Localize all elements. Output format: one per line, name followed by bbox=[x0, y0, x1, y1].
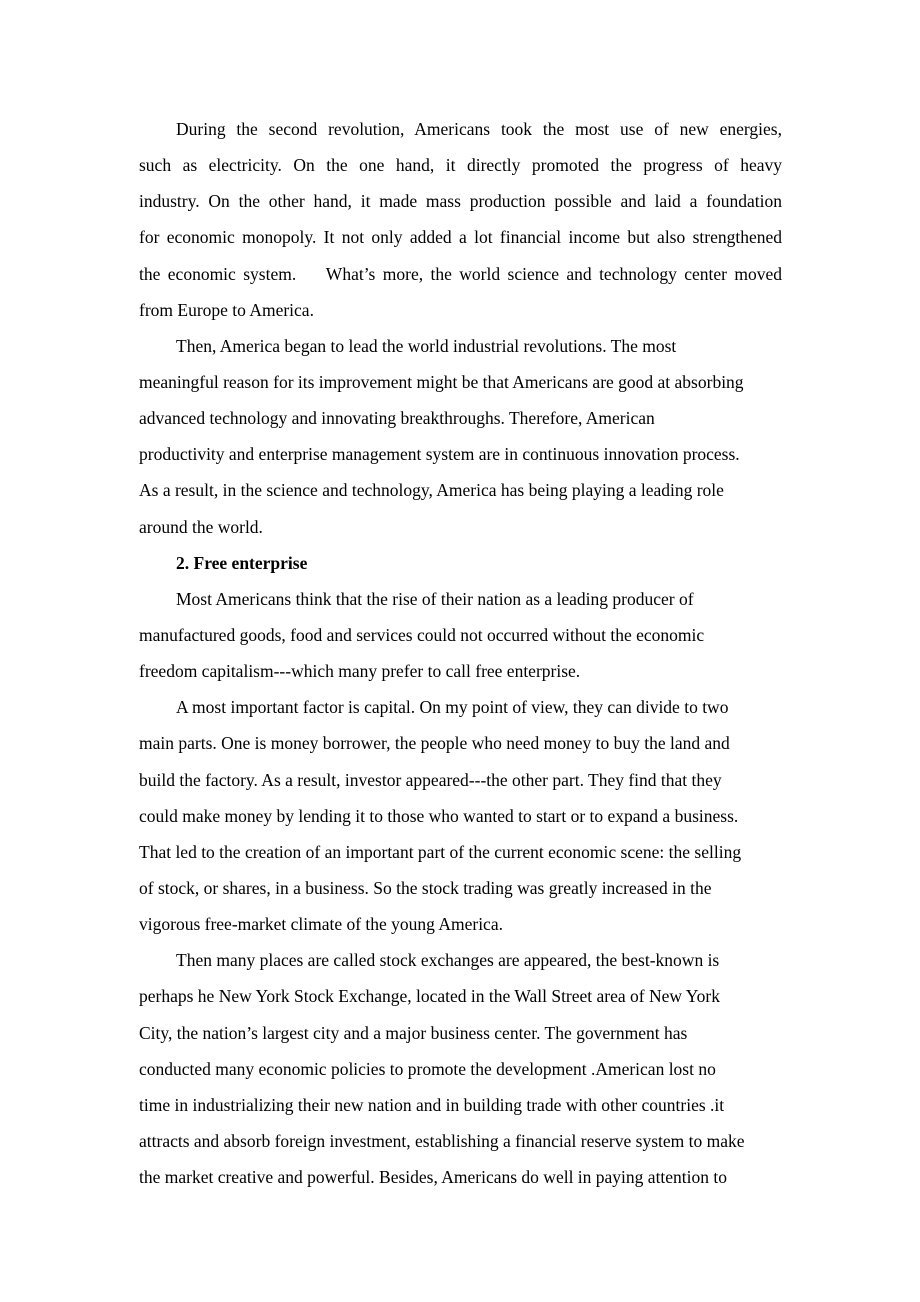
paragraph-capital bbox=[139, 689, 782, 942]
text-line: As a result, in the science and technology, America has being playing a leading role bbox=[139, 480, 724, 501]
document-page bbox=[139, 111, 782, 1195]
text-line: freedom capitalism---which many prefer to call free enterprise. bbox=[139, 661, 581, 682]
text-line: around the world. bbox=[139, 516, 263, 537]
text-line: the market creative and powerful. Besides, Americans do well in paying attention to bbox=[139, 1167, 728, 1188]
text-line: could make money by lending it to those who wanted to start or to expand a business. bbox=[139, 805, 739, 826]
text-line: time in industrializing their new nation and in building trade with other countries .it bbox=[139, 1094, 725, 1115]
text-line: During the second revolution, Americans took the most use of new energies, bbox=[176, 119, 782, 139]
text-line: conducted many economic policies to promote the development .American lost no bbox=[139, 1058, 716, 1079]
paragraph-america-leads bbox=[139, 328, 782, 545]
text-line: industry. On the other hand, it made mass production possible and laid a foundation bbox=[139, 191, 782, 212]
text-line: meaningful reason for its improvement might be that Americans are good at absorbing bbox=[139, 371, 744, 392]
text-line: vigorous free-market climate of the young America. bbox=[139, 914, 503, 935]
text-line: attracts and absorb foreign investment, establishing a financial reserve system to make bbox=[139, 1130, 745, 1151]
paragraph-second-revolution bbox=[139, 111, 782, 328]
paragraph-stock-exchanges bbox=[139, 942, 782, 1195]
text-line: such as electricity. On the one hand, it directly promoted the progress of heavy bbox=[139, 155, 782, 176]
text-line: City, the nation’s largest city and a major business center. The government has bbox=[139, 1022, 688, 1043]
section-heading bbox=[139, 545, 782, 581]
text-line: Then, America began to lead the world industrial revolutions. The most bbox=[176, 335, 677, 356]
text-line: the economic system. What’s more, the world science and technology center moved bbox=[139, 263, 782, 284]
text-line: A most important factor is capital. On my point of view, they can divide to two bbox=[176, 697, 729, 718]
text-line: for economic monopoly. It not only added a lot financial income but also strengthened bbox=[139, 227, 782, 248]
text-line: Most Americans think that the rise of their nation as a leading producer of bbox=[176, 588, 694, 609]
text-line: of stock, or shares, in a business. So the stock trading was greatly increased in the bbox=[139, 877, 712, 898]
text-line: perhaps he New York Stock Exchange, located in the Wall Street area of New York bbox=[139, 986, 720, 1007]
text-line: advanced technology and innovating breakthroughs. Therefore, American bbox=[139, 408, 655, 429]
text-line: productivity and enterprise management system are in continuous innovation process. bbox=[139, 444, 740, 465]
text-line: That led to the creation of an important part of the current economic scene: the selling bbox=[139, 841, 742, 862]
text-line: manufactured goods, food and services could not occurred without the economic bbox=[139, 624, 705, 645]
text-line: main parts. One is money borrower, the people who need money to buy the land and bbox=[139, 733, 730, 754]
heading-free-enterprise: 2. Free enterprise bbox=[176, 552, 308, 573]
paragraph-free-enterprise-intro bbox=[139, 581, 782, 689]
text-line: build the factory. As a result, investor appeared---the other part. They find that they bbox=[139, 769, 722, 790]
text-line: Then many places are called stock exchanges are appeared, the best-known is bbox=[176, 950, 720, 971]
text-line: from Europe to America. bbox=[139, 299, 314, 320]
